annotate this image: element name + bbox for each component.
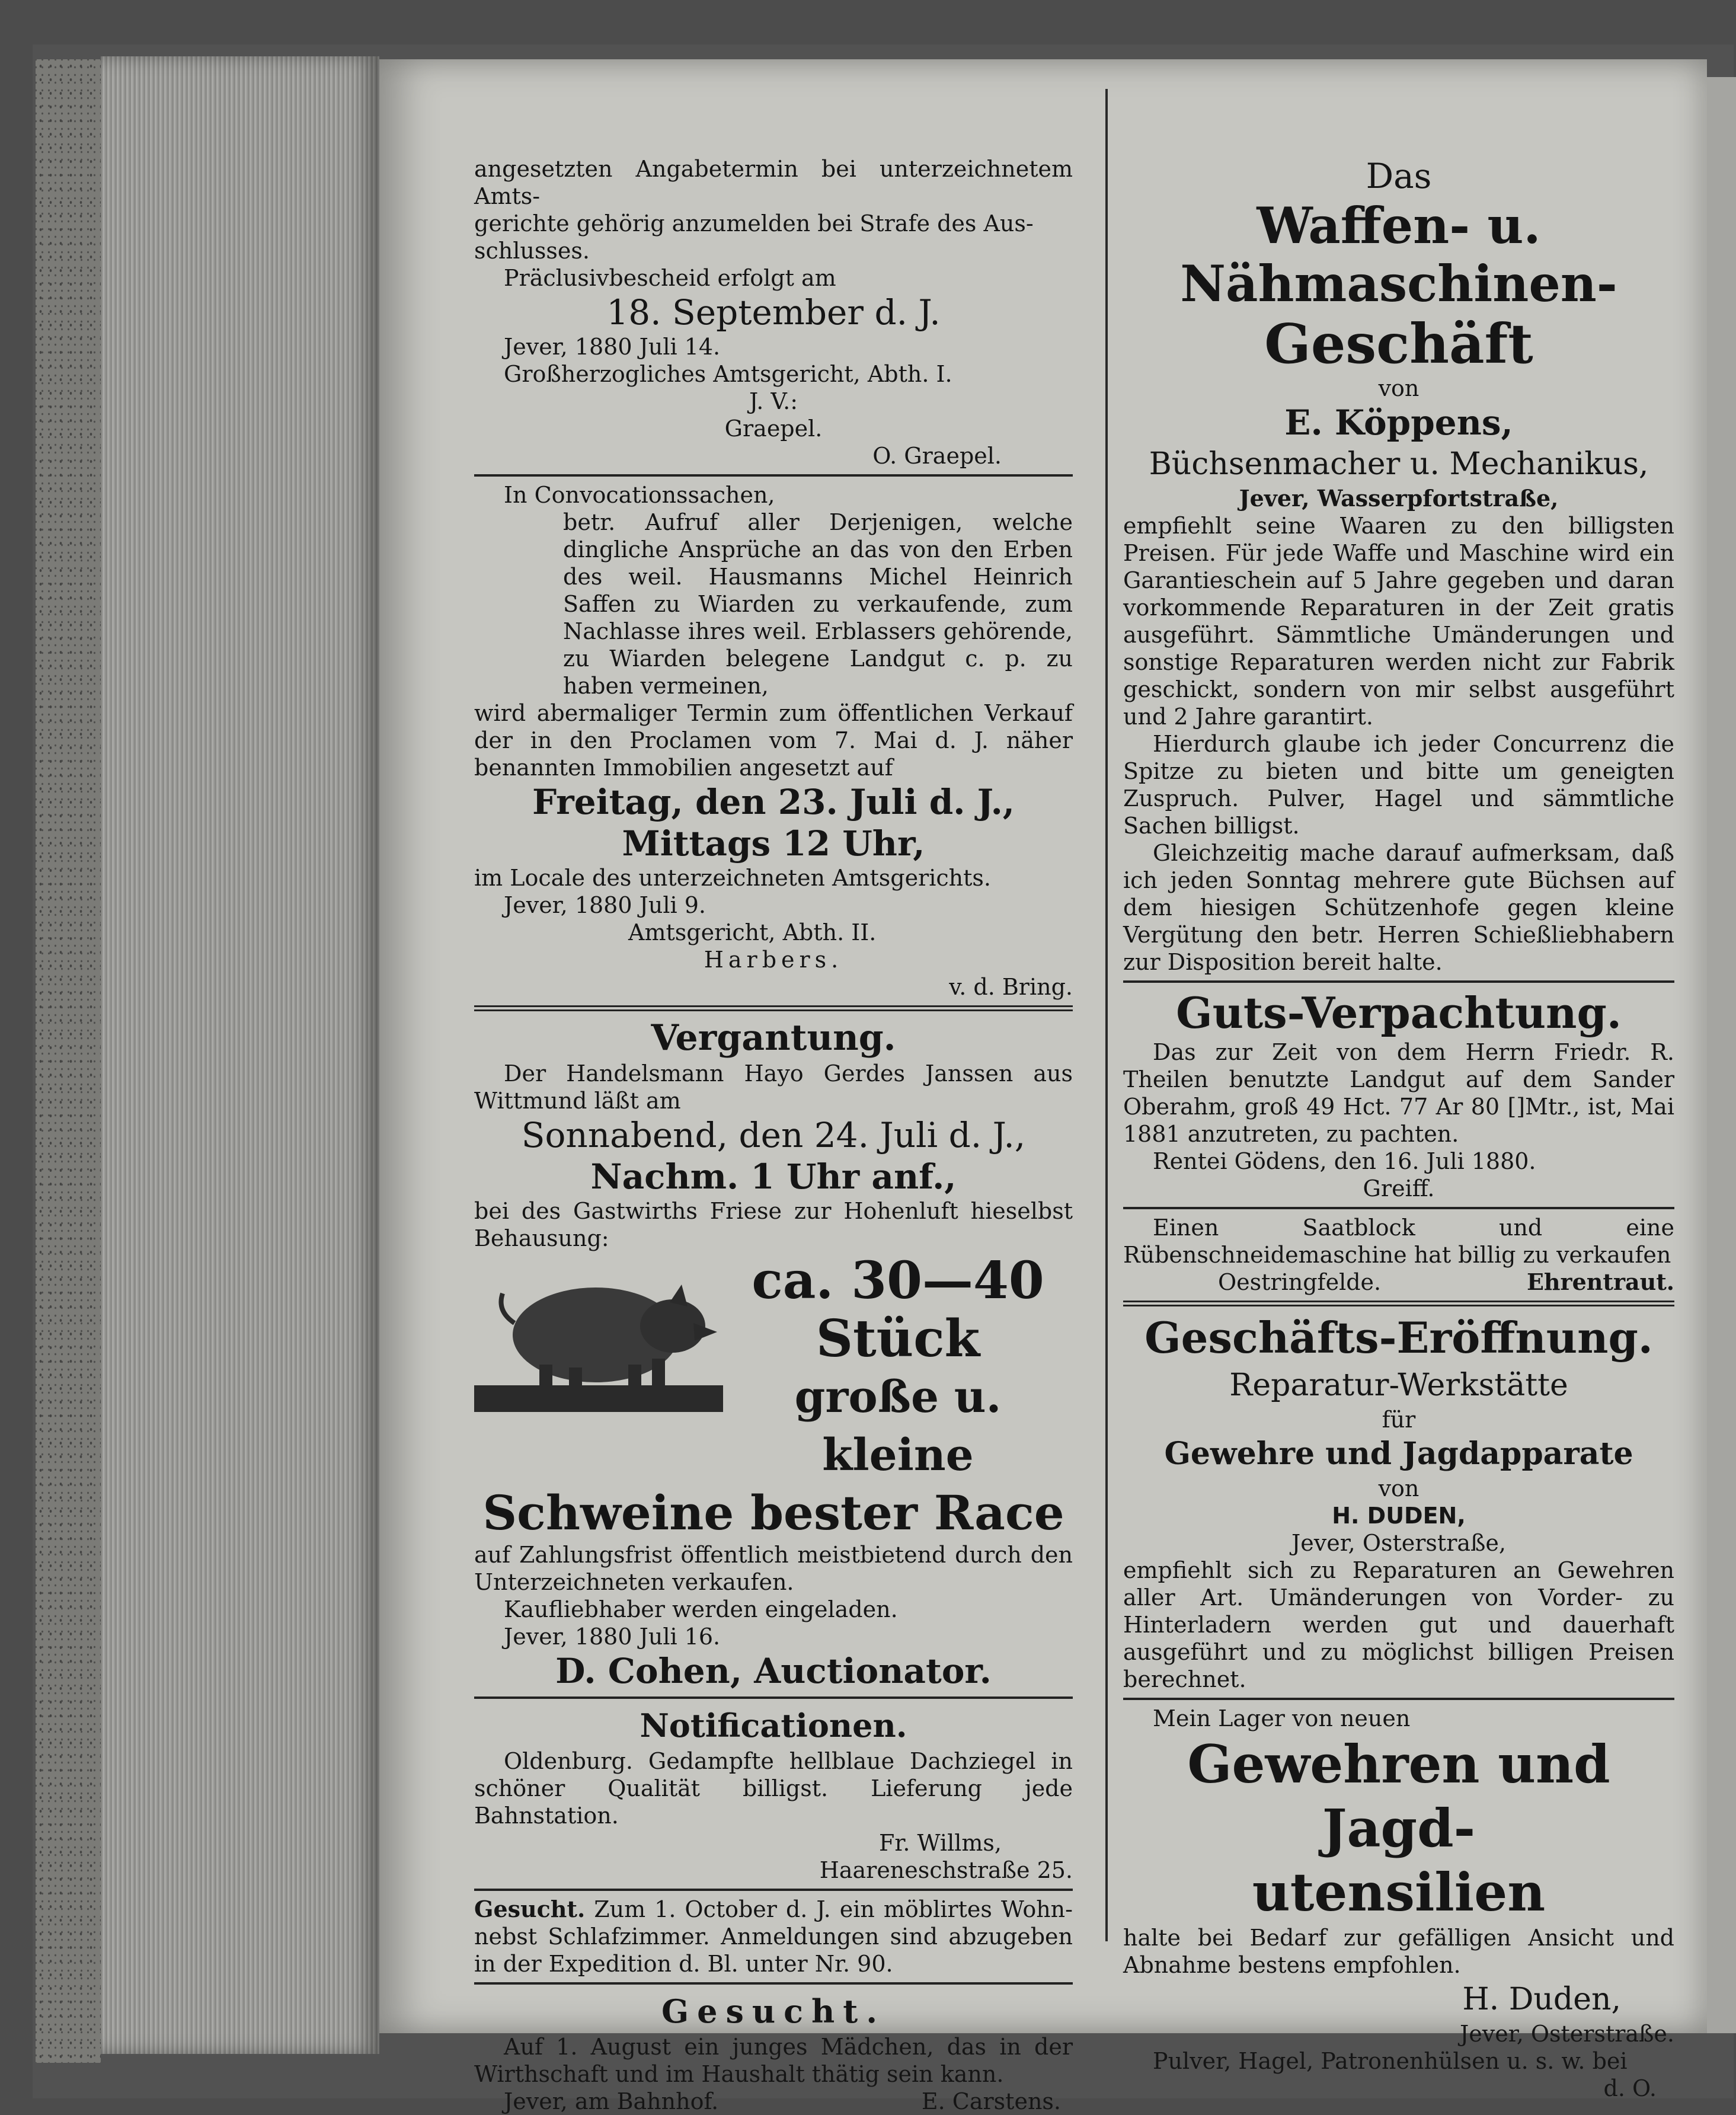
section-rule [474,1889,1073,1891]
column-divider [1105,89,1108,1941]
place-date: Jever, 1880 Juli 9. [504,892,706,918]
opening-subtitle-2: Gewehre und Jagdapparate [1164,1436,1633,1472]
pig-breed: Schweine bester Race [482,1485,1064,1541]
lease-place-date: Rentei Gödens, den 16. Juli 1880. [1153,1148,1536,1174]
wanted-room-notice [474,1896,1073,1977]
judge-signature: Graepel. [724,416,823,442]
pig-count: ca. 30—40 [752,1251,1044,1311]
weapons-trade: Büchsenmacher u. Mechanikus, [1149,446,1649,482]
lease-text: Das zur Zeit von dem Herrn Friedr. R. Theilen benutzte Landgut auf dem Sander Oberahm, groß 49 Hct. 77 Ar 80 []Mtr., ist, Mai 1881 anzutreten, zu pachten. [1123,1039,1674,1147]
weapons-title: Waffen- u. Nähmaschinen- [1180,196,1617,313]
auction-date: Sonnabend, den 24. Juli d. J., [521,1115,1026,1155]
weapons-address: Jever, Wasserpfortstraße, [1239,485,1559,512]
section-rule [474,474,1073,477]
pig-size: große u. kleine [794,1372,1002,1481]
section-rule [1123,980,1674,983]
notice-line: gerichte gehörig anzumelden bei Strafe des Aus- [474,210,1034,237]
lease-advert [1123,988,1674,1202]
court-name: Amtsgericht, Abth. II. [628,919,877,945]
auction-intro: Der Handelsmann Hayo Gerdes Janssen aus Wittmund läßt am [474,1060,1073,1114]
wanted-label: Gesucht. [474,1896,586,1922]
notifications-notice [474,1704,1073,1884]
auction-notice [474,1016,1073,1692]
notifications-text: Oldenburg. Gedampfte hellblaue Dachziegel in schöner Qualität billigst. Lieferung jede Bahnstation. [474,1748,1073,1829]
opening-von: von [1378,1475,1420,1501]
clerk-signature: O. Graepel. [872,443,1002,469]
section-rule [1123,1301,1674,1306]
wanted-room-text: Zum 1. October d. J. ein möblirtes Wohn- nebst Schlafzimmer. Anmeldungen sind abzugeben in der Expedition d. Bl. unter Nr. 90. [474,1896,1073,1977]
weapons-text-2: Hierdurch glaube ich jeder Concurrenz die Spitze zu bieten und bitte um geneigten Zuspruch. Pulver, Hagel und sämmtliche Sachen billigst. [1123,731,1674,839]
stock-text: halte bei Bedarf zur gefälligen Ansicht und Abnahme bestens empfohlen. [1123,1925,1674,1978]
wanted-girl-notice [474,1989,1073,2115]
weapons-text: empfiehlt seine Waaren zu den billigsten Preisen. Für jede Waffe und Maschine wird ein Garantieschein auf 5 Jahre gegeben und daran vorkommende Reparaturen in der Zeit gratis ausgeführt. Sämmtliche Umänderungen und sonstige Reparaturen werden nicht zur Fabrik geschickt, sondern von mir selbst ausgeführt und 2 Jahre garantirt. [1123,513,1674,730]
stock-intro: Mein Lager von neuen [1153,1705,1411,1731]
weapons-das: Das [1366,156,1432,196]
sale-signer: Ehrentraut. [1526,1269,1674,1295]
opening-advert [1123,1311,1674,1693]
auctioneer-signature: D. Cohen, Auctionator. [555,1651,992,1691]
opening-text: empfiehlt sich zu Reparaturen an Gewehren aller Art. Umänderungen von Vorder- zu Hinterladern werden gut und dauerhaft ausgeführt und zu möglichst billigen Preisen berechnet. [1123,1557,1674,1692]
notifications-title: Notificationen. [640,1707,907,1745]
place-date: Jever, 1880 Juli 14. [504,334,721,360]
exclusion-notice [474,155,1073,469]
weapons-text-3: Gleichzeitig mache darauf aufmerksam, daß ich jeden Sonntag mehrere gute Büchsen auf dem hiesigen Schützenhofe gegen kleine Vergütung den betr. Herren Schießliebhabern zur Disposition bereit halte. [1123,840,1674,975]
pig-unit: Stück [816,1309,980,1369]
sale-text: Einen Saatblock und eine Rübenschneidemaschine hat billig zu verkaufen [1123,1215,1674,1268]
left-column [474,155,1073,2115]
stock-advert [1123,1705,1674,2102]
weapons-advert [1123,155,1674,976]
decision-text: Präclusivbescheid erfolgt am [504,265,836,291]
section-rule [1123,1207,1674,1209]
wanted-title: Gesucht. [661,1992,886,2030]
notice-line: angesetzten Angabetermin bei unterzeichnetem Amts- [474,156,1073,209]
sale-place: Oestringfelde. [1218,1269,1382,1295]
opening-fuer: für [1382,1407,1416,1433]
auction-terms: auf Zahlungsfrist öffentlich meistbietend durch den Unterzeichneten verkaufen. [474,1542,1073,1595]
stock-extra-signer: d. O. [1603,2075,1657,2101]
opening-subtitle: Reparatur-Werkstätte [1229,1368,1568,1403]
pig-advert-text [723,1252,1073,1484]
stock-address: Jever, Osterstraße. [1460,2021,1674,2047]
convocation-date: Freitag, den 23. Juli d. J., [532,782,1015,822]
opening-title: Geschäfts-Eröffnung. [1144,1312,1653,1363]
auction-invite: Kaufliebhaber werden eingeladen. [504,1596,898,1622]
lease-title: Guts-Verpachtung. [1176,988,1622,1038]
sale-advert [1123,1214,1674,1296]
auction-title: Vergantung. [651,1017,896,1059]
convocation-intro: In Convocationssachen, [504,482,775,508]
lease-signer: Greiff. [1363,1175,1435,1202]
weapons-von: von [1378,375,1420,401]
convocation-body2: wird abermaliger Termin zum öffentlichen Verkauf der in den Proclamen vom 7. Mai d. J. näher benannten Immobilien angesetzt auf [474,700,1073,781]
stock-signer: H. Duden, [1462,1982,1621,2017]
pig-advert [474,1252,1073,1484]
section-rule [1123,1698,1674,1700]
stock-title-2: utensilien [1252,1861,1546,1923]
stock-title: Gewehren und Jagd- [1187,1733,1610,1859]
notifications-address: Haareneschstraße 25. [819,1857,1073,1883]
convocation-time: Mittags 12 Uhr, [622,823,925,864]
page-stack-edges [101,56,379,2054]
wanted-girl-signer: E. Carstens. [921,2088,1061,2114]
right-column [1123,155,1674,2102]
place-date: Jever, 1880 Juli 16. [504,1624,721,1650]
weapons-title-2: Geschäft [1264,312,1533,376]
opening-address: Jever, Osterstraße, [1291,1530,1506,1556]
pig-illustration [474,1252,723,1430]
judge-signature: Harbers. [704,947,843,973]
decision-date: 18. September d. J. [606,292,941,333]
weapons-owner: E. Köppens, [1284,402,1513,443]
wanted-girl-text: Auf 1. August ein junges Mädchen, das in der Wirthschaft und im Haushalt thätig sein kann. [474,2034,1073,2087]
convocation-location: im Locale des unterzeichneten Amtsgerichts. [474,865,991,891]
section-rule [474,1697,1073,1699]
wanted-girl-place: Jever, am Bahnhof. [504,2088,719,2114]
notice-line: schlusses. [474,238,590,264]
auction-time: Nachm. 1 Uhr anf., [590,1156,957,1197]
iv-label: J. V.: [749,388,798,414]
stock-extra: Pulver, Hagel, Patronenhülsen u. s. w. bei [1153,2048,1628,2074]
convocation-notice [474,481,1073,1001]
notifications-signer: Fr. Willms, [879,1830,1002,1856]
clerk-signature: v. d. Bring. [949,974,1073,1000]
auction-place: bei des Gastwirths Friese zur Hohenluft hieselbst Behausung: [474,1198,1073,1251]
convocation-body: betr. Aufruf aller Derjenigen, welche dingliche Ansprüche an das von den Erben des weil. Hausmanns Michel Heinrich Saffen zu Wiarden zu verkaufende, zum Nachlasse ihres weil. Erblassers gehörende, zu Wiarden belegene Landgut c. p. zu haben vermeinen, [563,509,1073,699]
section-rule [474,1982,1073,1985]
adjacent-page-edge [1707,77,1736,2033]
court-name: Großherzogliches Amtsgericht, Abth. I. [504,361,952,387]
speckled-book-edge [36,59,101,2063]
opening-owner: H. DUDEN, [1332,1503,1466,1529]
section-rule [474,1005,1073,1011]
